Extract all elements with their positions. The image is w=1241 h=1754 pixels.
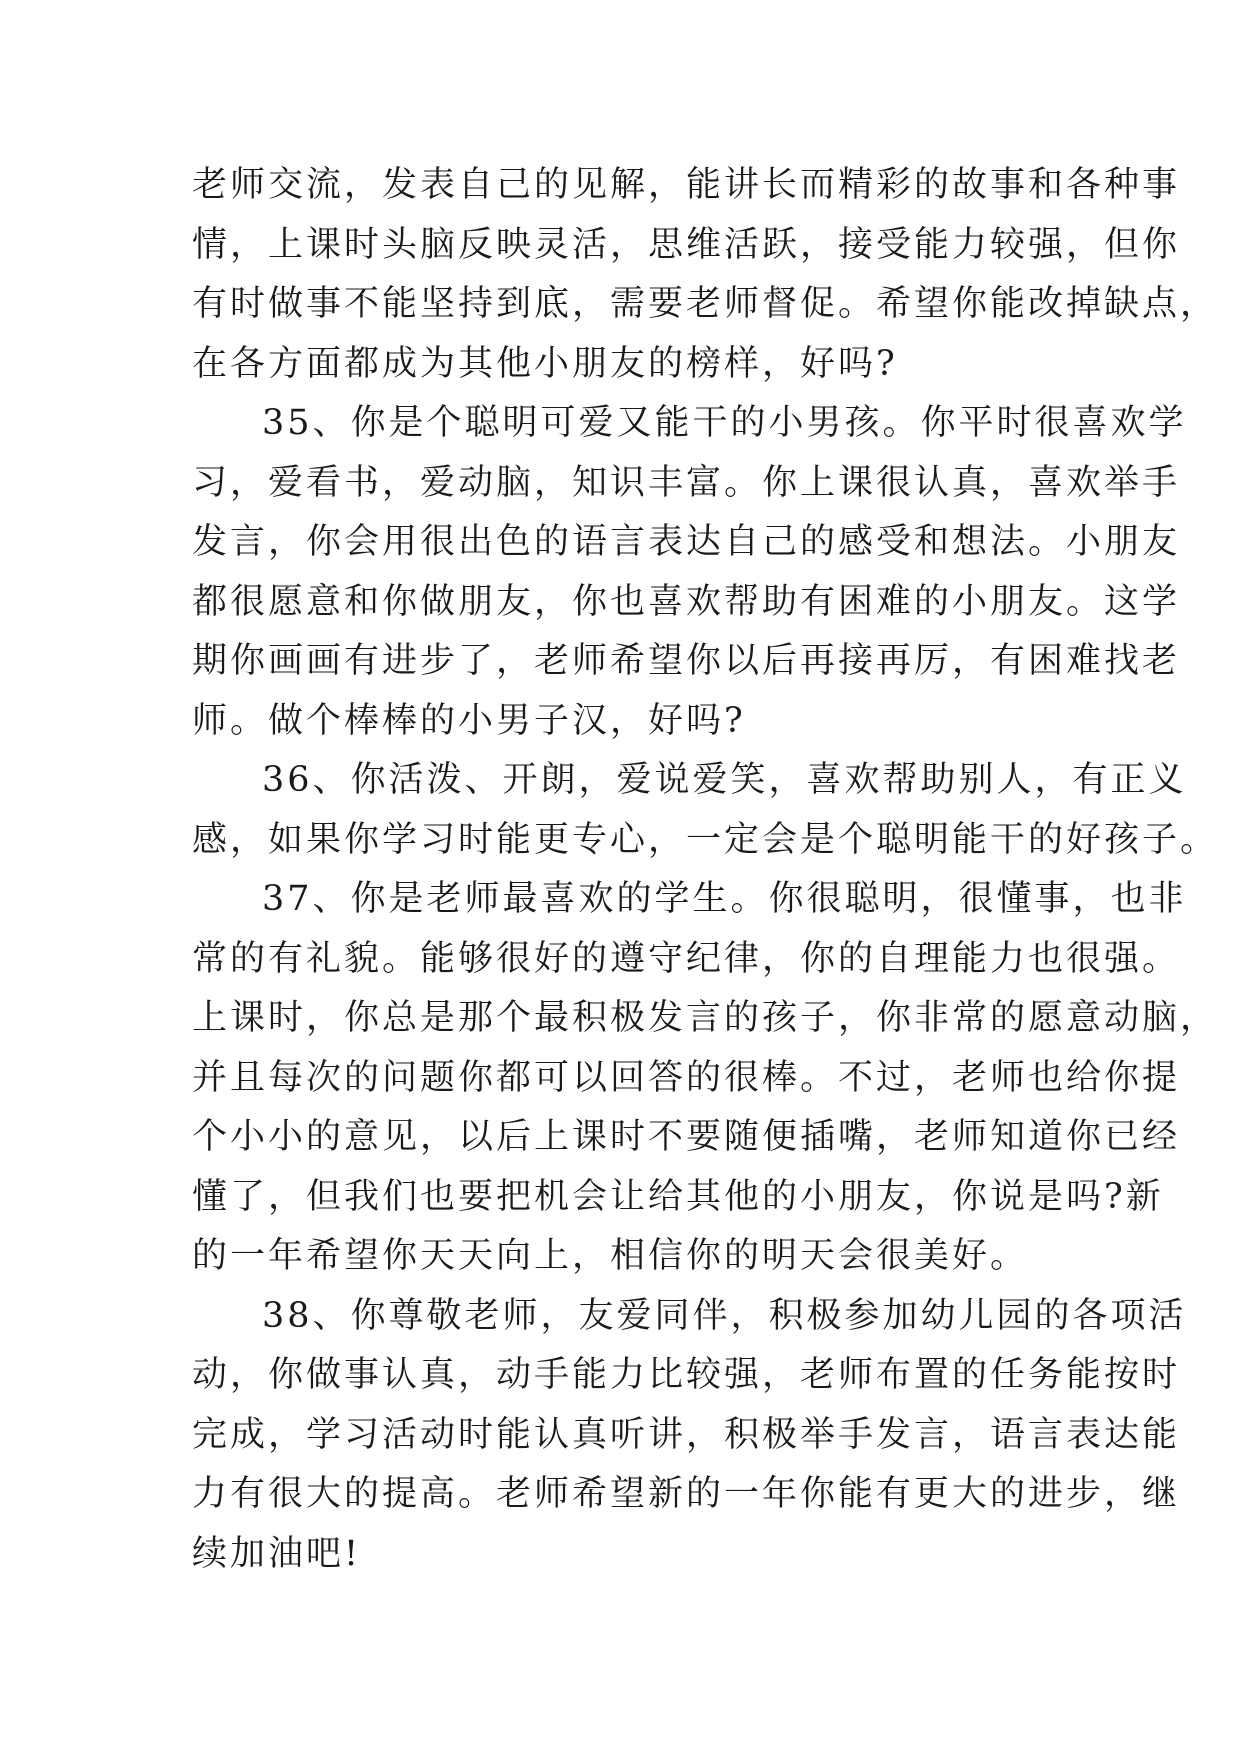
text-line: 的一年希望你天天向上，相信你的明天会很美好。 [192,1236,1029,1276]
text-line: 期你画画有进步了，老师希望你以后再接再厉，有困难找老 [192,641,1181,681]
text-line: 有时做事不能坚持到底，需要老师督促。希望你能改掉缺点， [192,284,1219,324]
text-line: 上课时，你总是那个最积极发言的孩子，你非常的愿意动脑， [192,998,1219,1038]
text-line: 在各方面都成为其他小朋友的榜样，好吗? [192,343,898,384]
paragraph-35 [192,394,1187,751]
document-body [192,156,1219,1584]
text-line: 感，如果你学习时能更专心，一定会是个聪明能干的好孩子。 [192,819,1219,860]
text-line-first: 38、你尊敬老师，友爱同伴，积极参加幼儿园的各项活 [262,1295,1187,1336]
paragraph-38 [192,1287,1187,1585]
text-line-first: 36、你活泼、开朗，爱说爱笑，喜欢帮助别人，有正义 [262,760,1187,800]
text-line: 完成，学习活动时能认真听讲，积极举手发言，语言表达能 [192,1414,1181,1455]
text-line: 习，爱看书，爱动脑，知识丰富。你上课很认真，喜欢举手 [192,462,1181,503]
text-line: 师。做个棒棒的小男子汉，好吗? [192,700,746,741]
text-line: 力有很大的提高。老师希望新的一年你能有更大的进步，继 [192,1474,1181,1514]
paragraph-34-continued [192,156,1219,394]
text-line: 都很愿意和你做朋友，你也喜欢帮助有困难的小朋友。这学 [192,581,1181,622]
text-line: 并且每次的问题你都可以回答的很棒。不过，老师也给你提 [192,1057,1181,1098]
text-line: 发言，你会用很出色的语言表达自己的感受和想法。小朋友 [192,522,1181,562]
text-line-first: 37、你是老师最喜欢的学生。你很聪明，很懂事，也非 [262,879,1187,919]
paragraph-37 [192,870,1219,1287]
text-line: 懂了，但我们也要把机会让给其他的小朋友，你说是吗?新 [192,1176,1164,1217]
text-line: 情，上课时头脑反映灵活，思维活跃，接受能力较强，但你 [192,224,1181,265]
paragraph-36 [192,751,1219,870]
text-line: 个小小的意见，以后上课时不要随便插嘴，老师知道你已经 [192,1117,1181,1157]
text-line: 老师交流，发表自己的见解，能讲长而精彩的故事和各种事 [192,165,1181,205]
text-line: 动，你做事认真，动手能力比较强，老师布置的任务能按时 [192,1355,1181,1395]
text-line: 续加油吧! [192,1533,362,1574]
text-line: 常的有礼貌。能够很好的遵守纪律，你的自理能力也很强。 [192,938,1181,979]
text-line-first: 35、你是个聪明可爱又能干的小男孩。你平时很喜欢学 [262,403,1187,443]
